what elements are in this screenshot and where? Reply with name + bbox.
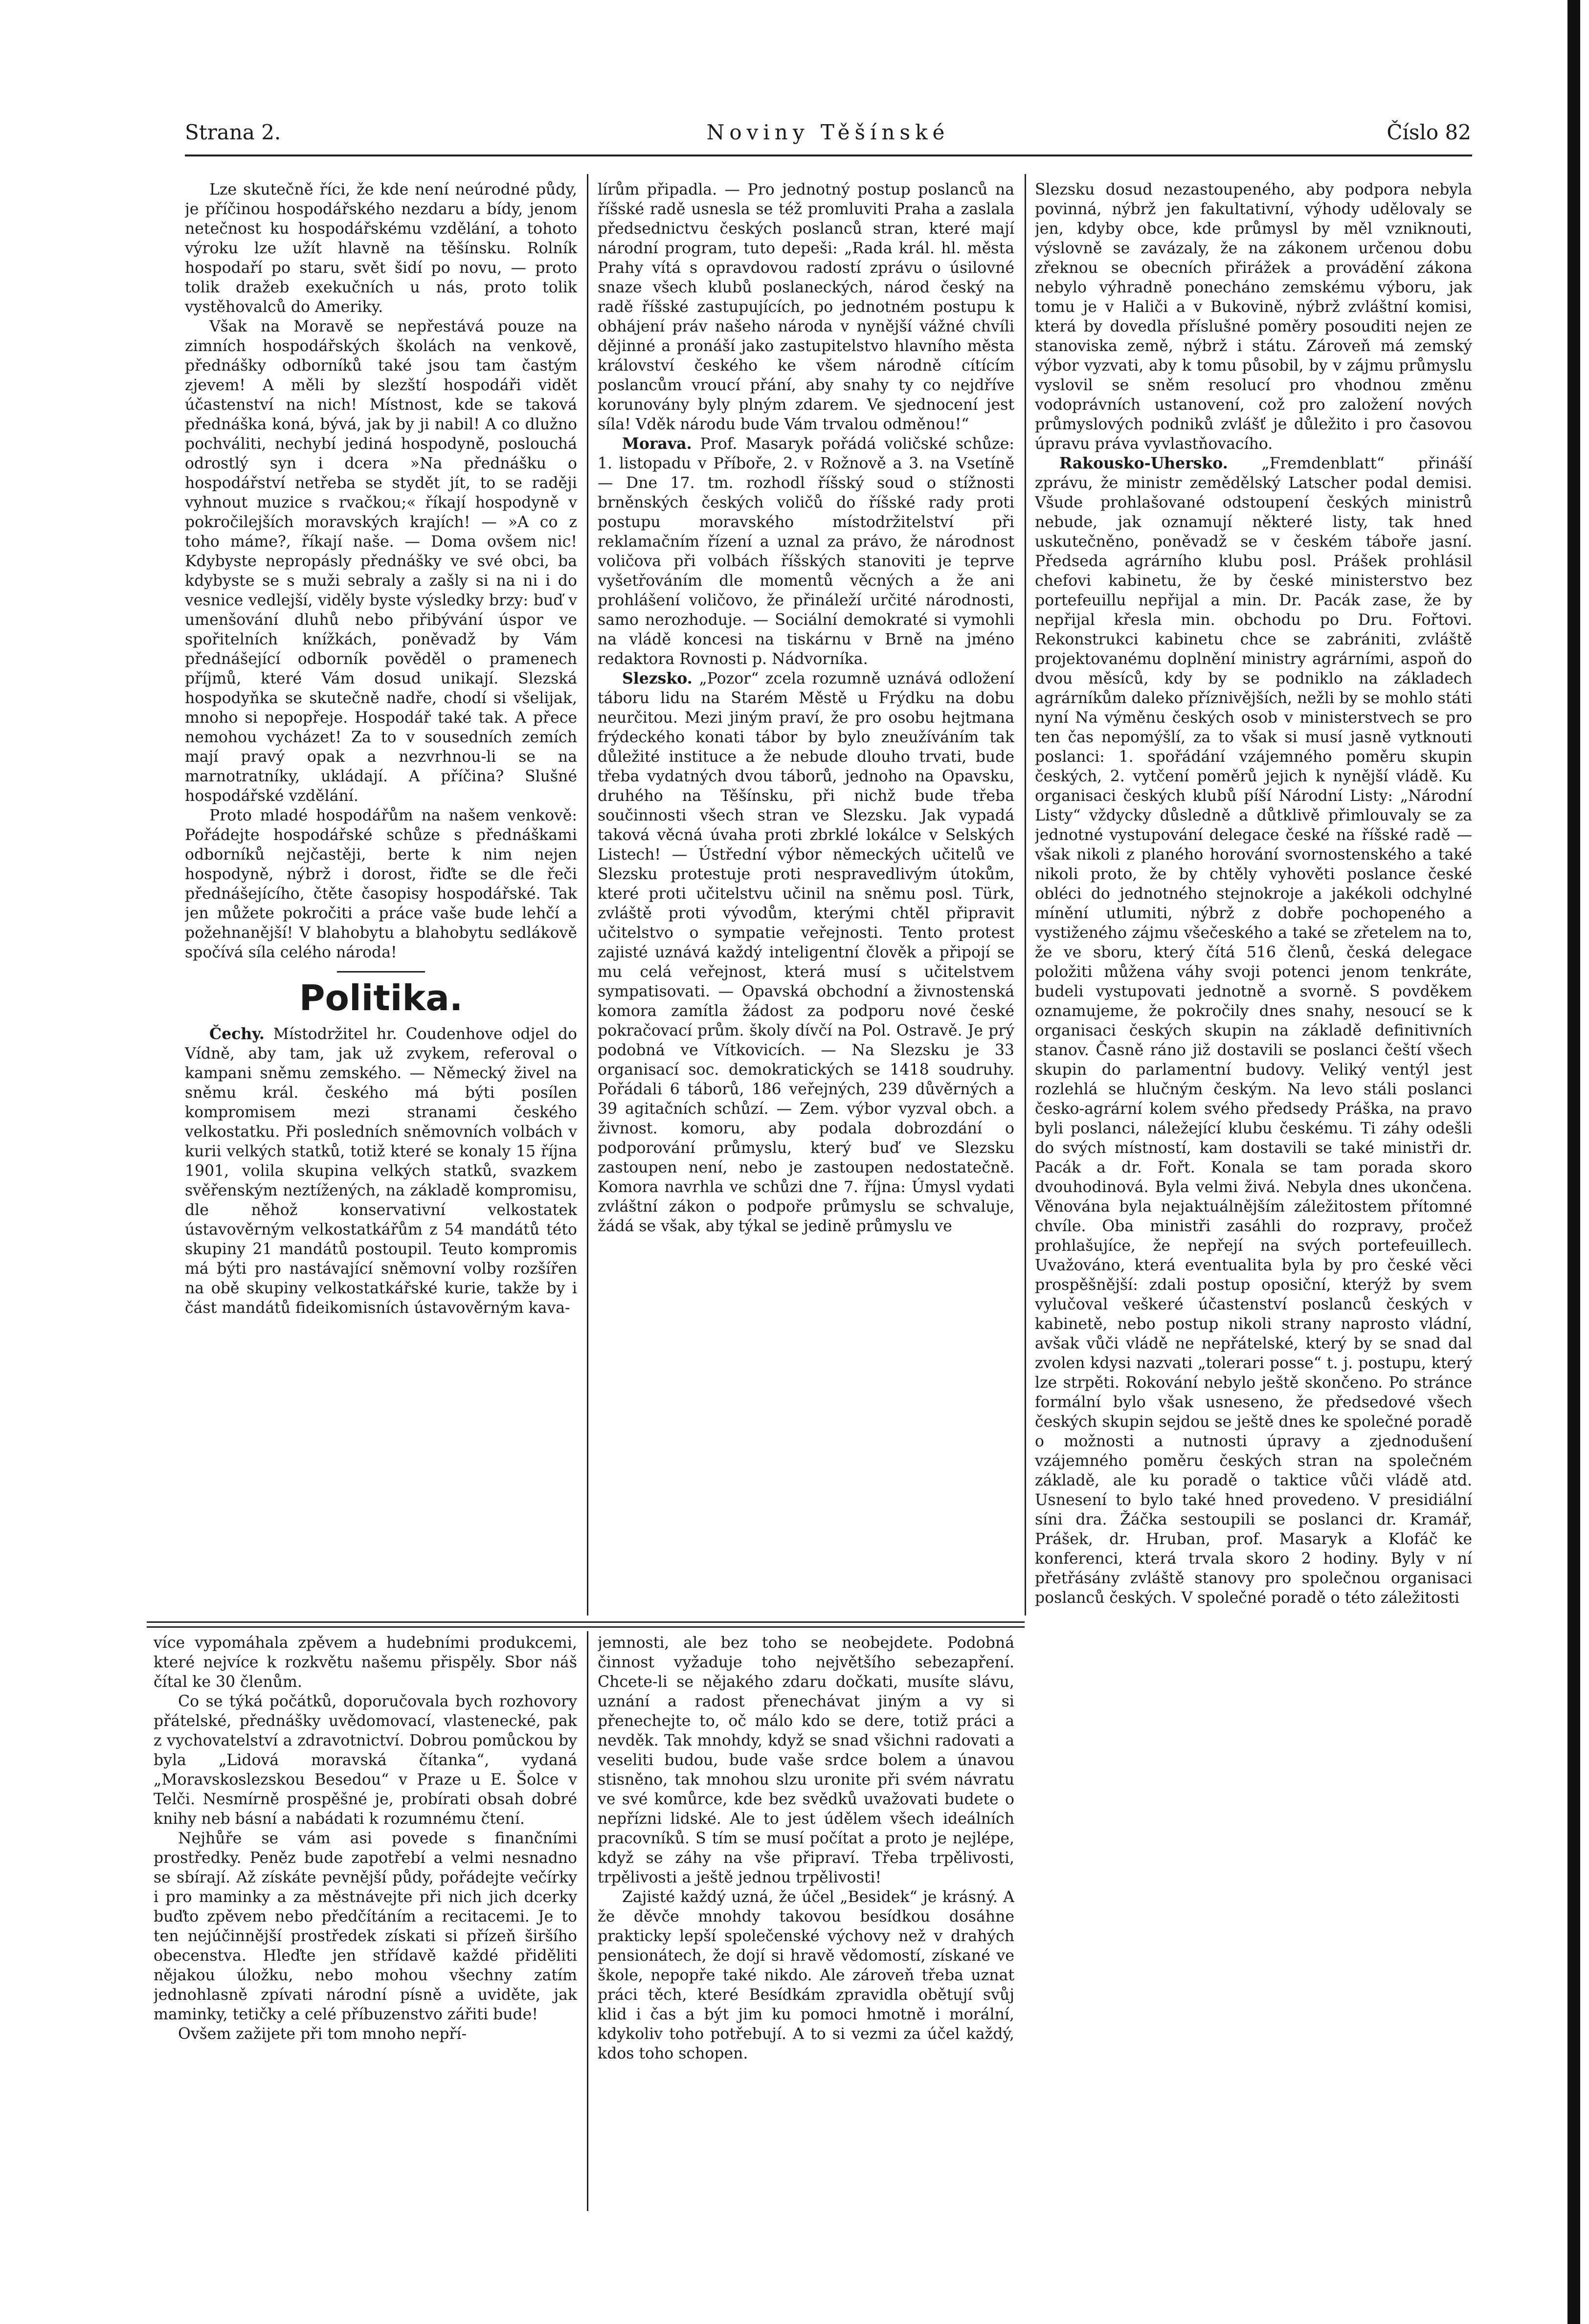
article-paragraph: Lze skutečně říci, že kde není neúrodné půdy, je příčinou hospodářského nezdaru a bídy, jenom netečnost ku hospodářskému vzdělání, a tohoto výroku lze užít hlavně na těšínsku. Rolník hospodaří po staru, svět šidí po novu, — proto tolik dražeb exekučních u nás, proto tolik vystěhovalců do Ameriky.	[185, 181, 577, 316]
news-text: Místodržitel hr. Coudenhove odjel do Vídně, aby tam, jak už zvykem, referoval o kampani sněmu zemského. — Německý živel na sněmu král. českého má býti posílen kompromisem mezi stranami českého velkostatku. Při posledních sněmovních volbách v kurii velkých statků, totiž které se konaly 15 října 1901, volila skupina velkých statků, svazkem svěřenským neztížených, na základě kompromisu, dle něhož konservativní velkostatek ústavověrným velkostatkářům z 54 mandátů této skupiny 21 mandátů postoupil. Teuto kompromis má býti pro nastávající sněmovní volby rozšířen na obě skupiny velkostatkářské kurie, takže by i část mandátů fideikomisních ústavověrným kava-	[185, 1025, 577, 1317]
region-label: Slezsko.	[622, 669, 693, 687]
news-item	[598, 180, 1014, 434]
newspaper-title: Noviny Těšínské	[706, 120, 950, 144]
page-number: Strana 2.	[185, 120, 281, 144]
column-rule-1	[587, 174, 588, 1616]
column-3	[1035, 180, 1472, 1613]
news-text: „Pozor“ zcela rozumně uznává odložení táboru lidu na Starém Městě u Frýdku na dobu neurčitou. Mezi jiným praví, že pro osobu hejtmana frýdeckého konati tábor by bylo zneužíváním tak důležité instituce a že nebude dlouho trvati, bude třeba vydatných dvou táborů, jednoho na Opavsku, druhého na Těšínsku, při nichž bude třeba součinnosti všech stran ve Slezsku. Jak vypadá taková věcná úvaha proti zbrklé lokálce v Selských Listech! — Ústřední výbor německých učitelů ve Slezsku protestuje proti nespravedlivým útokům, které proti učitelstvu učinil na sněmu posl. Türk, zvláště proti vývodům, kterými chtěl připravit učitelstvo o sympatie veřejnosti. Tento protest zajisté uznává každý inteligentní člověk a připojí se mu celá veřejnost, která musí s učitelstvem sympatisovati. — Opavská obchodní a živnostenská komora zamítla žádost za podporu nové české pokračovací prům. školy dívčí na Pol. Ostravě. Je prý podobná ve Vítkovicích. — Na Slezsku je 33 organisací soc. demokratických se 1418 soudruhy. Pořádali 6 táborů, 186 veřejných, 239 důvěrných a 39 agitačních schůzí. — Zem. výbor vyzval obch. a živnost. komoru, aby podala dobrozdání o podporování průmyslu, který buď ve Slezsku zastoupen není, nebo je zastoupen nedostatečně. Komora navrhla ve schůzi dne 7. října: Úmysl vydati zvláštní zákon o podpoře průmyslu se schvaluje, žádá se však, aby týkal se jedině průmyslu ve	[598, 670, 1014, 1235]
scan-edge-bar	[1567, 0, 1580, 2324]
feuilleton-paragraph: více vypomáhala zpěvem a hudebními produkcemi, které nejvíce k rozkvětu našemu přispěly. Sbor náš čítal ke 30 členům.	[154, 1634, 577, 1691]
column-rule-2	[1025, 174, 1026, 1616]
feuilleton-column-rule	[587, 1631, 588, 2211]
article-paragraph: Však na Moravě se nepřestává pouze na zimních hospodářských školách na venkově, přednášky odborníků také jsou tam častým zjevem! A měli by slezští hospodáři vidět účastenství na nich! Místnost, kde se taková přednáška koná, bývá, jak by ji nabil! A co dlužno pochváliti, nechybí jediná hospodyně, poslouchá odrostlý syn i dcera »Na přednášku o hospodářství netřeba se stydět jít, to se raději vyhnout muzice s rvačkou;« říkají hospodyně v pokročilejších moravských krajích! — »A co z toho máme?, říkají naše. — Doma ovšem nic! Kdybyste nepropásly přednášky ve své obci, ba kdybyste se s muži sebraly a zašly si na ni i do vesnice vedlejší, viděly byste výsledky brzy: buď v umenšování dluhů nebo přibývání úspor ve spořitelních knížkách, poněvadž by Vám přednášející odborník pověděl o pramenech příjmů, které Vám dosud unikají. Slezská hospodyňka se skutečně nadře, chodí si všelijak, mnoho si nepopřeje. Hospodář také tak. A přece nemohou vycházet! Za to v sousedních zemích mají pravý opak a nezvrhnou-li se na marnotratníky, ukládají. A příčina? Slušné hospodářské vzdělání.	[185, 318, 577, 805]
region-label: Rakousko-Uhersko.	[1059, 454, 1228, 472]
feuilleton-paragraph: jemnosti, ale bez toho se neobejdete. Podobná činnost vyžaduje toho největšího sebezapření. Chcete-li se nějakého zdaru dočkati, musíte slávu, uznání a radost přenechávat jiným a vy si přenechejte to, oč málo kdo se dere, totiž práci a nevděk. Tak mnohdy, když se snad všichni radovati a veseliti budou, bude vaše srdce bolem a únavou stisněno, tak mnohou slzu uronite při svém návratu ve své komůrce, kde bez svědků uvažovati budete o nepřízni lidské. Ale to jest údělem všech ideálních pracovníků. S tím se musí počítat a proto je nejlépe, když se záhy na vše připraví. Třeba trpělivosti, trpělivosti a ještě jednou trpělivosti!	[598, 1634, 1014, 1886]
region-label: Čechy.	[209, 1025, 265, 1043]
article-paragraph: Proto mladé hospodářům na našem venkově: Pořádejte hospodářské schůze s přednáškami odborníků nejčastěji, berte k nim nejen hospodyně, nýbrž i dorost, řiďte se dle řeči přednášejícího, čtěte časopisy hospodářské. Tak jen můžete pokročiti a práce vaše bude lehčí a požehnanější! V blahobytu a blahobytu sedlákově spočívá síla celého národa!	[185, 807, 577, 961]
news-text: Slezsku dosud nezastoupeného, aby podpora nebyla povinná, nýbrž jen fakultativní, výhody udělovaly se jen, kdyby obce, kde průmysl by měl vzniknouti, výslovně se zavázaly, že na zákonem určenou dobu zřeknou se obecních přirážek a provádění zákona nebylo výhradně ponecháno zemskému výboru, jak tomu je v Haliči a v Bukovině, nýbrž zvláštní komisi, která by dovedla příslušné poměry posouditi nejen ze stanoviska země, nýbrž i státu. Zároveň má zemský výbor vyzvati, aby k tomu působil, by v zájmu průmyslu vyslovil se sněm resolucí pro vhodnou změnu vodoprávních ustanovení, což pro založení nových průmyslových podniků zvlášť je důležito i pro časovou úpravu práva vyvlastňovacího.	[1035, 181, 1472, 453]
feuilleton-paragraph: Co se týká počátků, doporučovala bych rozhovory přátelské, přednášky uvědomovací, vlastenecké, pak z vychovatelství a zdravotnictví. Dobrou pomůckou by byla „Lidová moravská čítanka“, vydaná „Moravskoslezskou Besedou“ v Praze u E. Šolce v Telči. Nesmírně prospěšné je, probírati obsah dobré knihy neb básní a nabádati k rozumnému čtení.	[154, 1693, 577, 1828]
news-text: „Fremdenblatt“ přináší zprávu, že ministr zemědělský Latscher podal demisi. Všude prohlašované odstoupení českých ministrů nebude, jak oznamují některé listy, tak hned uskutečněno, poněvadž se v českém táboře jasní. Předseda agrárního klubu posl. Prášek prohlásil chefovi kabinetu, že by české ministerstvo bez portefeuillu nepřijal a min. Dr. Pacák zase, že by nepřijal křesla min. obchodu po Dru. Fořtovi. Rekonstrukci kabinetu chce se zabrániti, zvláště projektovanému doplnění ministry agrárními, aspoň do dvou měsíců, kdy by se podniklo na základech agrárníkům daleko příznivějších, nežli by se mohlo státi nyní Na výměnu českých osob v ministerstvech se pro ten čas nepomýšlí, za to však si musí jasně vytknouti poslanci: 1. spořádání vzájemného poměru skupin českých, 2. vytčení poměrů jejich k nynější vládě. Ku organisaci českých klubů píší Národní Listy: „Národní Listy“ vždycky důsledně a důtklivě přimlouvaly se za jednotné vystupování delegace české na říšské radě — však nikoli z planého horování svornostenského a také nikoli proto, že by chtěly vyhověti poslance české obléci do jednotného stejnokroje a jakékoli odchylné mínění utlumiti, nýbrž z dobře pochopeného a vystiženého zájmu všečeského a také se zřetelem na to, že ve sboru, který čítá 516 členů, česká delegace položiti můžena váhy svoji potenci jenom tenkráte, budeli vystupovati jednotně a svorně. S povděkem oznamujeme, že pokročily dnes snahy, nesoucí se k organisaci českých skupin na základě definitivních stanov. Časně ráno již dostavili se poslanci čeští všech skupin do parlamentní budovy. Veliký ventýl jest rozlehlá se hlučným českým. Na levo stáli poslanci česko-agrární kolem svého předsedy Práška, na pravo byli poslanci, náležející klubu českému. Ti záhy odešli do svých místností, kam dostavili se také ministři dr. Pacák a dr. Fořt. Konala se tam porada skoro dvouhodinová. Byla velmi živá. Nebyla dnes ukončena. Věnována byla nejaktuálnějším záležitostem přítomné chvíle. Oba ministři zasáhli do rozpravy, pročež prohlašujíce, že nepřejí na svých portefeuillech. Uvažováno, která eventualita byla by pro české věci prospěšnější: zdali postup oposiční, kterýž by svem vylučoval veškeré účastenství poslanců českých v kabinetě, nebo postup nikoli strany naprosto vládní, avšak vůči vládě ne nepřátelské, který by se snad dal zvolen kdysi nazvati „tolerari posse“ t. j. postupu, který lze strpěti. Rokování nebylo ještě skončeno. Po stránce formální bylo však usneseno, že předsedové všech českých skupin sejdou se ještě dnes ke společné poradě o možnosti a nutnosti úpravy a zjednodušení vzájemného poměru českých stran na společném základě, ale ku poradě o taktice vůči vládě atd. Usnesení to bylo také hned provedeno. V presidiální síni dra. Žáčka sestoupili se poslanci dr. Kramář, Prášek, dr. Hruban, prof. Masaryk a Klofáč ke konferenci, která trvala skoro 2 hodiny. Byly v ní přetřásány zvláště stanovy pro společnou organisaci poslanců českých. V společné poradě o této záležitosti	[1035, 455, 1472, 1607]
news-item-cechy	[185, 1024, 577, 1318]
news-item-morava	[598, 434, 1014, 669]
news-item-slezsko	[598, 669, 1014, 1236]
feuilleton-paragraph: Nejhůře se vám asi povede s finančními prostředky. Peněz bude zapotřebí a velmi nesnadno se sbírají. Až získáte pevnější půdy, pořádejte večírky i pro maminky a za městnávejte při nich jich dcerky buďto zpěvem nebo předčítáním a recitacemi. Je to ten nejúčinnější prostředek získati si přízeň širšího obecenstva. Hleďte jen střídavě každé přiděliti nějakou úložku, nebo mohou všechny zatím jednohlasně zpívati národní písně a uviděte, jak maminky, tetičky a celé příbuzenstvo zářiti bude!	[154, 1830, 577, 2023]
page-header	[185, 120, 1471, 150]
news-text: lírům připadla. — Pro jednotný postup poslanců na říšské radě usnesla se též promluviti Praha a zaslala předsednictvu českých poslanců stran, které mají národní program, tuto depeši: „Rada král. hl. města Prahy vítá s opravdovou radostí zprávu o úsilovné snaze všech klubů poslaneckých, národ český na radě říšské zastupujících, po jednotném postupu k obhájení práv našeho národa v nynější vážné chvíli dějinné a pronáší jako zastupitelstvo hlavního města království českého ke všem národně cítícím poslancům vroucí přání, aby snahy ty co nejdříve korunovány byly plným zdarem. Ve sjednocení jest síla! Vděk národu bude Vám trvalou odměnou!“	[598, 181, 1014, 433]
feuilleton-paragraph: Ovšem zažijete při tom mnoho nepří-	[178, 2025, 467, 2043]
feuilleton-column-2	[598, 1633, 1014, 2210]
region-label: Morava.	[622, 435, 692, 453]
issue-number: Číslo 82	[1387, 120, 1471, 144]
news-text: Prof. Masaryk pořádá voličské schůze: 1. listopadu v Příboře, 2. v Rožnově a 3. na Vsetíně — Dne 17. tm. rozhodl říšský soud o stížnosti brněnských českých voličů do říšské rady proti postupu moravského místodržitelství při reklamačním řízení a uznal za právo, že národnost voličova při volbách říšských stanoviti je teprve vyšetřováním dle momentů věcných a že ani prohlášení voličovo, že přináleží určité národnosti, samo nerozhoduje. — Sociální demokraté si vymohli na vládě koncesi na tiskárnu v Brně na jméno redaktora Rovnosti p. Nádvorníka.	[598, 435, 1014, 668]
feuilleton-rule-top	[147, 1621, 1025, 1623]
news-item	[1035, 180, 1472, 454]
news-item-rakousko-uhersko	[1035, 454, 1472, 1608]
feuilleton-rule-bottom	[147, 1626, 1025, 1628]
column-2	[598, 180, 1014, 1613]
column-1	[185, 180, 577, 1613]
header-rule	[185, 155, 1472, 156]
section-rule	[337, 971, 425, 973]
feuilleton-column-1	[154, 1633, 577, 2210]
feuilleton-paragraph: Zajisté každý uzná, že účel „Besidek“ je krásný. A že děvče mnohdy takovou besídkou dosáhne prakticky lepší společenské výchovy než v drahých pensionátech, že dojí si hravě vědomostí, získané ve škole, nepopře také nikdo. Ale zároveň třeba uznat práci těch, které Besídkám zpravidla obětují svůj klid i čas a být jim ku pomoci hmotně i morální, kdykoliv toho potřebují. A to si vezmi za účel každý, kdos toho schopen.	[598, 1888, 1014, 2062]
section-heading-politika: Politika.	[299, 977, 463, 1018]
